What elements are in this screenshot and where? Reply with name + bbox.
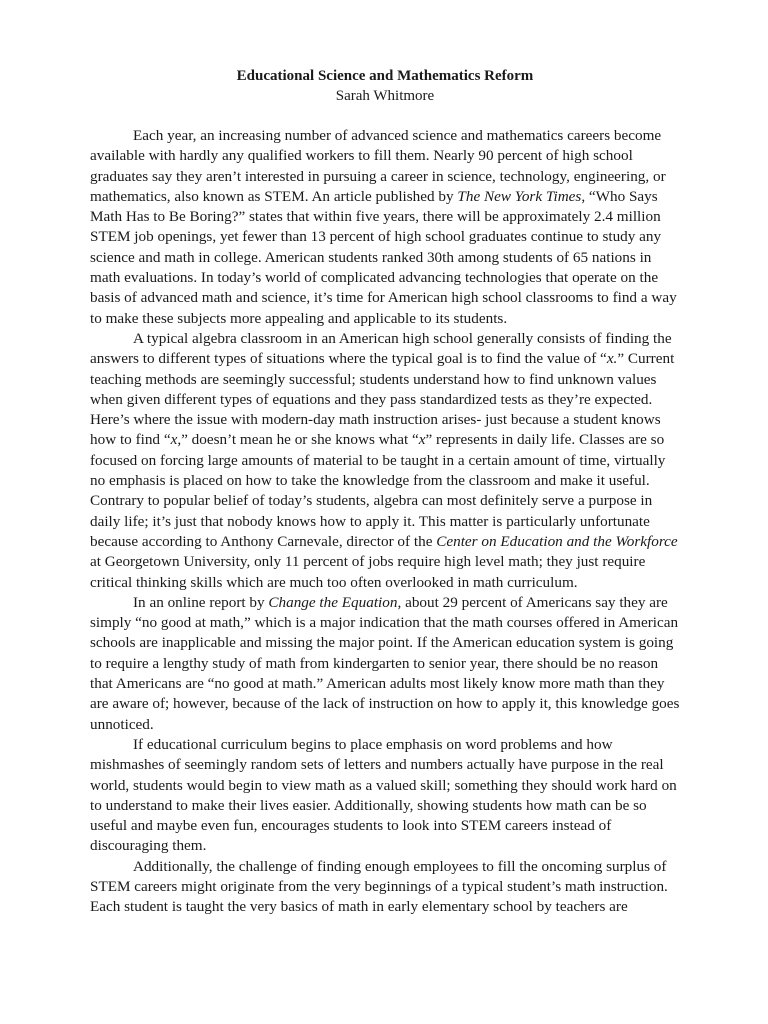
body-paragraph xyxy=(90,593,680,735)
text-run: Each year, an increasing number of advanced science and mathematics careers become available with hardly any qualified workers to fill them. Nearly 90 percent of high school graduates say they aren’t interested in pursuing a career in science, technology, engineering, or mathematics, also known as STEM. An article published by xyxy=(90,127,666,205)
document-page xyxy=(90,66,680,918)
text-run: ” represents in daily life. Classes are so focused on forcing large amounts of material to be taught in a certain amount of time, virtually no emphasis is placed on how to take the knowledge from the classroom and make it useful. Contrary to popular belief of today’s students, algebra can most definitely serve a purpose in daily life; it’s just that nobody knows how to apply it. This matter is particularly unfortunate because according to Anthony Carnevale, director of the xyxy=(90,431,666,550)
body-paragraph xyxy=(90,329,680,593)
italic-text: The New York Times xyxy=(457,187,582,205)
document-author: Sarah Whitmore xyxy=(335,88,435,104)
text-run: If educational curriculum begins to place emphasis on word problems and how mishmashes of seemingly random sets of letters and numbers actually have purpose in the real world, students would begin to view math as a valued skill; something they should work hard on to understand to make their lives easier. Additionally, showing students how math can be so useful and maybe even fun, encourages students to look into STEM careers instead of discouraging them. xyxy=(90,735,677,855)
italic-text: Change the Equation xyxy=(268,593,398,611)
text-run: Additionally, the challenge of finding enough employees to fill the oncoming surplus of STEM careers might originate from the very beginnings of a typical student’s math instruction. Each student is taught the very basics of math in early elementary school by teachers are xyxy=(90,857,668,916)
text-run: In an online report by xyxy=(133,593,269,611)
text-run: , “Who Says Math Has to Be Boring?” states that within five years, there will be approximately 2.4 million STEM job openings, yet fewer than 13 percent of high school graduates continue to study any science and math in college. American students ranked 30th among students of 65 nations in math evaluations. In today’s world of complicated advancing technologies that operate on the basis of advanced math and science, it’s time for American high school classrooms to find a way to make these subjects more appealing and applicable to its students. xyxy=(90,187,677,327)
text-run: , about 29 percent of Americans say they are simply “no good at math,” which is a major indication that the math courses offered in American schools are inapplicable and missing the major point. If the American education system is going to require a lengthy study of math from kindergarten to senior year, there should be no reason that Americans are “no good at math.” American adults most likely know more math than they are aware of; however, because of the lack of instruction on how to apply it, this knowledge goes unnoticed. xyxy=(90,593,680,733)
italic-text: x xyxy=(418,431,426,449)
text-run: A typical algebra classroom in an American high school generally consists of finding the answers to different types of situations where the typical goal is to find the value of “ xyxy=(90,329,672,368)
italic-text: Center on Education and the Workforce xyxy=(436,532,678,550)
italic-text: x xyxy=(170,431,178,449)
italic-text: x. xyxy=(606,350,618,368)
text-run: ” Current teaching methods are seemingly successful; students understand how to find unknown values when given different types of equations and they pass standardized tests as they’re expected. Here’s where the issue with modern-day math instruction arises- just because a student knows how to find “ xyxy=(90,350,675,449)
body-paragraph xyxy=(90,857,680,918)
body-paragraph xyxy=(90,735,680,857)
document-body xyxy=(90,126,680,918)
text-run: at Georgetown University, only 11 percent of jobs require high level math; they just require critical thinking skills which are much too often overlooked in math curriculum. xyxy=(90,553,646,591)
body-paragraph xyxy=(90,126,680,329)
document-title: Educational Science and Mathematics Reform xyxy=(236,68,534,84)
text-run: ,” doesn’t mean he or she knows what “ xyxy=(177,431,419,449)
